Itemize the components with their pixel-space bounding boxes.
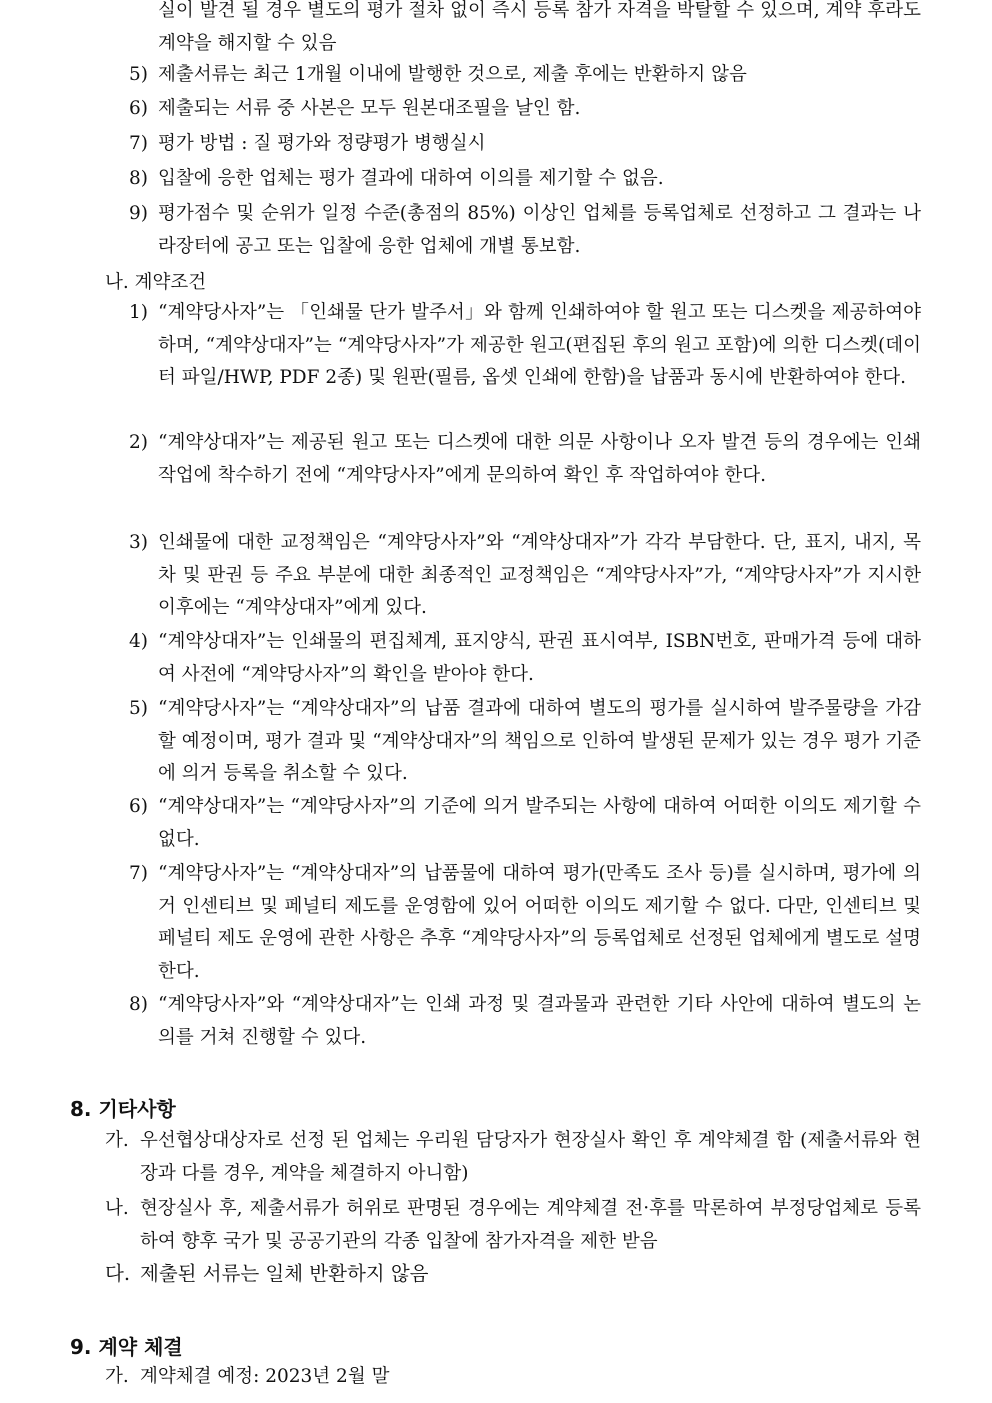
section-9-title: 9. 계약 체결 (70, 1335, 183, 1359)
section-8-item-da: 다. 제출된 서류는 일체 반환하지 않음 (105, 1262, 429, 1285)
contract-item-7: 7) “계약당사자”는 “계약상대자”의 납품물에 대하여 평가(만족도 조사 등)를 실시하며, 평가에 의거 인센티브 및 페널티 제도를 운영함에 있어 어떠한 이의도 제기할 수 없다. 다만, 인센티브 및 페널티 제도 운영에 관한 사항은 추후 “계약당사자”의 등록업체로 선정된 업체에게 별도로 설명한다. (129, 863, 921, 982)
contract-item-3: 3) 인쇄물에 대한 교정책임은 “계약당사자”와 “계약상대자”가 각각 부담한다. 단, 표지, 내지, 목차 및 판권 등 주요 부분에 대한 최종적인 교정책임은 “계약당사자”가, “계약당사자”가 지시한 이후에는 “계약상대자”에게 있다. (129, 532, 921, 618)
section-8-item-na: 나. 현장실사 후, 제출서류가 허위로 판명된 경우에는 계약체결 전·후를 막론하여 부정당업체로 등록하여 향후 국가 및 공공기관의 각종 입찰에 참가자격을 제한 받음 (105, 1198, 921, 1252)
eval-item-7: 7) 평가 방법 : 질 평가와 정량평가 병행실시 (129, 133, 486, 154)
eval-item-8: 8) 입찰에 응한 업체는 평가 결과에 대하여 이의를 제기할 수 없음. (129, 168, 664, 189)
contract-item-6: 6) “계약상대자”는 “계약당사자”의 기준에 의거 발주되는 사항에 대하여 어떠한 이의도 제기할 수 없다. (129, 796, 921, 850)
continuation-paragraph: 실이 발견 될 경우 별도의 평가 절차 없이 즉시 등록 참가 자격을 박탈할 수 있으며, 계약 후라도 계약을 해지할 수 있음 (158, 0, 921, 54)
contract-conditions-title: 나. 계약조건 (105, 272, 207, 293)
section-8-item-ga: 가. 우선협상대상자로 선정 된 업체는 우리원 담당자가 현장실사 확인 후 계약체결 함 (제출서류와 현장과 다를 경우, 계약을 체결하지 아니함) (105, 1130, 921, 1184)
eval-item-9: 9) 평가점수 및 순위가 일정 수준(총점의 85%) 이상인 업체를 등록업체로 선정하고 그 결과는 나라장터에 공고 또는 입찰에 응한 업체에 개별 통보함. (129, 203, 921, 257)
contract-item-2: 2) “계약상대자”는 제공된 원고 또는 디스켓에 대한 의문 사항이나 오자 발견 등의 경우에는 인쇄작업에 착수하기 전에 “계약당사자”에게 문의하여 확인 후 작업하여야 한다. (129, 432, 921, 486)
eval-item-5: 5) 제출서류는 최근 1개월 이내에 발행한 것으로, 제출 후에는 반환하지 않음 (129, 64, 747, 85)
eval-item-6: 6) 제출되는 서류 중 사본은 모두 원본대조필을 날인 함. (129, 98, 581, 119)
section-9-item-ga: 가. 계약체결 예정: 2023년 2월 말 (105, 1366, 390, 1387)
contract-item-1: 1) “계약당사자”는 「인쇄물 단가 발주서」와 함께 인쇄하여야 할 원고 또는 디스켓을 제공하여야 하며, “계약상대자”는 “계약당사자”가 제공한 원고(편집된 후의 원고 포함)에 의한 디스켓(데이터 파일/HWP, PDF 2종) 및 원판(필름, 옵셋 인쇄에 한함)을 납품과 동시에 반환하여야 한다. (129, 302, 921, 388)
section-8-title: 8. 기타사항 (70, 1097, 176, 1121)
contract-item-5: 5) “계약당사자”는 “계약상대자”의 납품 결과에 대하여 별도의 평가를 실시하여 발주물량을 가감할 예정이며, 평가 결과 및 “계약상대자”의 책임으로 인하여 발생된 문제가 있는 경우 평가 기준에 의거 등록을 취소할 수 있다. (129, 698, 921, 784)
contract-item-4: 4) “계약상대자”는 인쇄물의 편집체계, 표지양식, 판권 표시여부, ISBN번호, 판매가격 등에 대하여 사전에 “계약당사자”의 확인을 받아야 한다. (129, 631, 921, 685)
contract-item-8: 8) “계약당사자”와 “계약상대자”는 인쇄 과정 및 결과물과 관련한 기타 사안에 대하여 별도의 논의를 거쳐 진행할 수 있다. (129, 994, 921, 1048)
